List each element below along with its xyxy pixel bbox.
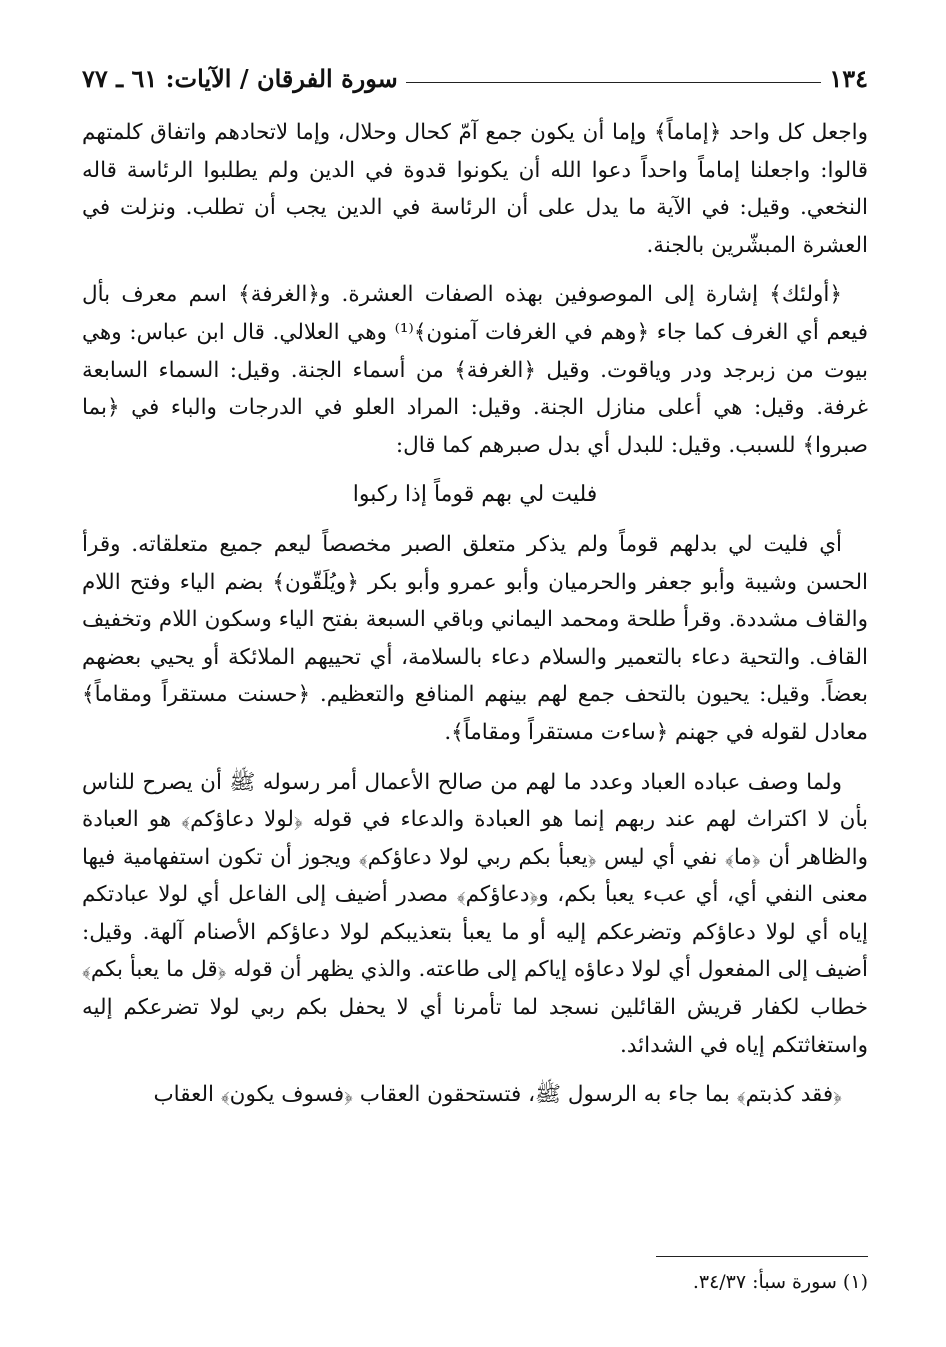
page-header [82, 58, 868, 98]
page-number: ١٣٤ [829, 63, 868, 93]
poetry-verse: فليت لي بهم قوماً إذا ركبوا [352, 482, 598, 508]
paragraph-2: ﴿أولئك﴾ إشارة إلى الموصوفين بهذه الصفات العشرة. و﴿الغرفة﴾ اسم معرف بأل فيعم أي الغرف كما جاء ﴿وهم في الغرفات آمنون﴾⁽¹⁾ وهي العلالي. قال ابن عباس: وهي بيوت من زبرجد ودر وياقوت. وقيل ﴿الغرفة﴾ من أسماء الجنة. وقيل: السماء السابعة غرفة. وقيل: هي أعلى منازل الجنة. وقيل: المراد العلو في الدرجات والباء في ﴿بما صبروا﴾ للسبب. وقيل: للبدل أي بدل صبرهم كما قال: [82, 282, 868, 458]
footnote-rule [656, 1256, 868, 1257]
paragraph-4: ولما وصف عباده العباد وعدد ما لهم من صالح الأعمال أمر رسوله ﷺ أن يصرح للناس بأن لا اكتراث لهم عند ربهم إنما هو العبادة والدعاء في قوله ﴿لولا دعاؤكم﴾ هو العبادة والظاهر أن ﴿ما﴾ نفي أي ليس ﴿يعبأ بكم ربي لولا دعاؤكم﴾ ويجوز أن تكون استفهامية فيها معنى النفي أي، أي عبء يعبأ بكم، و﴿دعاؤكم﴾ مصدر أضيف إلى الفاعل أي لولا عبادتكم إياه أي لولا دعاؤكم وتضرعكم إليه أو ما يعبأ بتعذيبكم لولا دعاؤكم الأصنام آلهة. وقيل: أضيف إلى المفعول أي لولا دعاؤه إياكم إلى طاعته. والذي يظهر أن قوله ﴿قل ما يعبأ بكم﴾ خطاب لكفار قريش القائلين نسجد لما تأمرنا أي لا يحفل بكم ربي لولا تضرعكم إليه واستغاثتكم إياه في الشدائد. [82, 769, 868, 1058]
paragraph-1: واجعل كل واحد ﴿إماماً﴾ وإما أن يكون جمع آمّ كحال وحلال، وإما لاتحادهم واتفاق كلمتهم قالوا: واجعلنا إماماً واحداً دعوا الله أن يكونوا قدوة في الدين ولم يطلبوا الرئاسة قاله النخعي. وقيل: في الآية ما يدل على أن الرئاسة في الدين يجب أن تطلب. ونزلت في العشرة المبشّرين بالجنة. [82, 120, 868, 258]
paragraph-3: أي فليت لي بدلهم قوماً ولم يذكر متعلق الصبر مخصصاً ليعم جميع متعلقاته. وقرأ الحسن وشيبة وأبو جعفر والحرميان وأبو عمرو وأبو بكر ﴿ويُلَقّون﴾ بضم الياء وفتح اللام والقاف مشددة. وقرأ طلحة ومحمد اليماني وباقي السبعة بفتح الياء وسكون اللام وتخفيف القاف. والتحية دعاء بالتعمير والسلام دعاء بالسلامة، أي تحييهم الملائكة أو يحيي بعضهم بعضاً. وقيل: يحيون بالتحف جمع لهم بينهم المنافع والتعظيم. ﴿حسنت مستقراً ومقاماً﴾ معادل لقوله في جهنم ﴿ساءت مستقراً ومقاماً﴾. [82, 531, 868, 745]
book-page [82, 58, 868, 1318]
page-body [82, 114, 868, 1126]
paragraph-5: ﴿فقد كذبتم﴾ بما جاء به الرسول ﷺ، فتستحقون العقاب ﴿فسوف يكون﴾ العقاب [153, 1082, 842, 1108]
header-rule [406, 82, 822, 83]
running-title: سورة الفرقان / الآيات: ٦١ ـ ٧٧ [82, 63, 398, 93]
footnote: (١) سورة سبأ: ٣٤/٣٧. [692, 1271, 868, 1293]
